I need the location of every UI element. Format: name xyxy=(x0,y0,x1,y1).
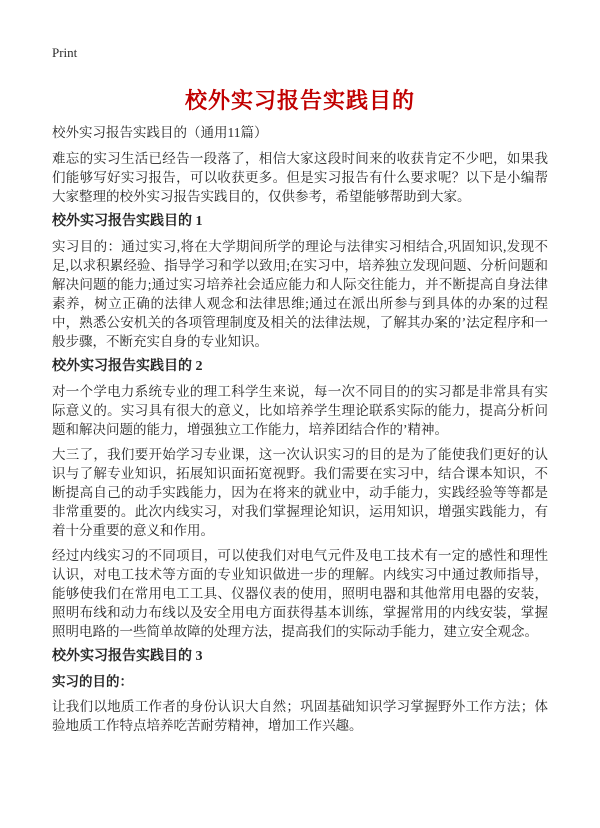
doc-subtitle: 校外实习报告实践目的（通用11篇） xyxy=(52,125,268,140)
section-2-paragraph-3: 经过内线实习的不同项目，可以使我们对电气元件及电工技术有一定的感性和理性认识，对电工技术等方面的专业知识做进一步的理解。内线实习中通过教师指导，能够使我们在常用电工工具、仪器仪表的使用，照明电器和其他常用电器的安装，照明布线和动力布线以及安全用电方面获得基本训练，掌握常用的内线安装，掌握照明电路的一些简单故障的处理方法，提高我们的实际动手能力，建立安全观念。 xyxy=(52,548,548,639)
section-2-paragraph-2: 大三了，我们要开始学习专业课，这一次认识实习的目的是为了能使我们更好的认识与了解专业知识，拓展知识面拓宽视野。我们需要在实习中，结合课本知识，不断提高自己的动手实践能力，因为在将来的就业中，动手能力，实践经验等等都是非常重要的。此次内线实习，对我们掌握理论知识，运用知识，增强实践能力，有着十分重要的意义和作用。 xyxy=(52,447,548,538)
intro-paragraph: 难忘的实习生活已经告一段落了，相信大家这段时间来的收获肯定不少吧，如果我们能够写好实习报告，可以收获更多。但是实习报告有什么要求呢？以下是小编帮大家整理的校外实习报告实践目的，仅供参考，希望能够帮助到大家。 xyxy=(52,151,548,204)
section-1-paragraph-1: 实习目的：通过实习,将在大学期间所学的理论与法律实习相结合,巩固知识,发现不足,以求积累经验、指导学习和学以致用;在实习中，培养独立发现问题、分析问题和解决问题的能力;通过实习培养社会适应能力和人际交往能力，并不断提高自身法律素养，树立正确的法律人观念和法律思维;通过在派出所参与到具体的办案的过程中，熟悉公安机关的各项管理制度及相关的法律法规，了解其办案的’法定程序和一般步骤，不断充实自身的专业知识。 xyxy=(52,239,548,349)
section-1-heading: 校外实习报告实践目的 1 xyxy=(52,214,203,229)
print-link[interactable]: Print xyxy=(52,45,78,60)
section-3-subheading: 实习的目的： xyxy=(52,674,133,689)
page-title: 校外实习报告实践目的 xyxy=(184,88,415,113)
section-2-heading: 校外实习报告实践目的 2 xyxy=(52,359,203,374)
section-3-paragraph-1: 让我们以地质工作者的身份认识大自然；巩固基础知识学习掌握野外工作方法；体验地质工作特点培养吃苦耐劳精神，增加工作兴趣。 xyxy=(52,699,548,733)
section-3-heading: 校外实习报告实践目的 3 xyxy=(52,649,203,664)
section-2-paragraph-1: 对一个学电力系统专业的理工科学生来说，每一次不同目的的实习都是非常具有实际意义的。实习具有很大的意义，比如培养学生理论联系实际的能力，提高分析问题和解决问题的能力，增强独立工作能力，培养团结合作的’精神。 xyxy=(52,384,548,437)
